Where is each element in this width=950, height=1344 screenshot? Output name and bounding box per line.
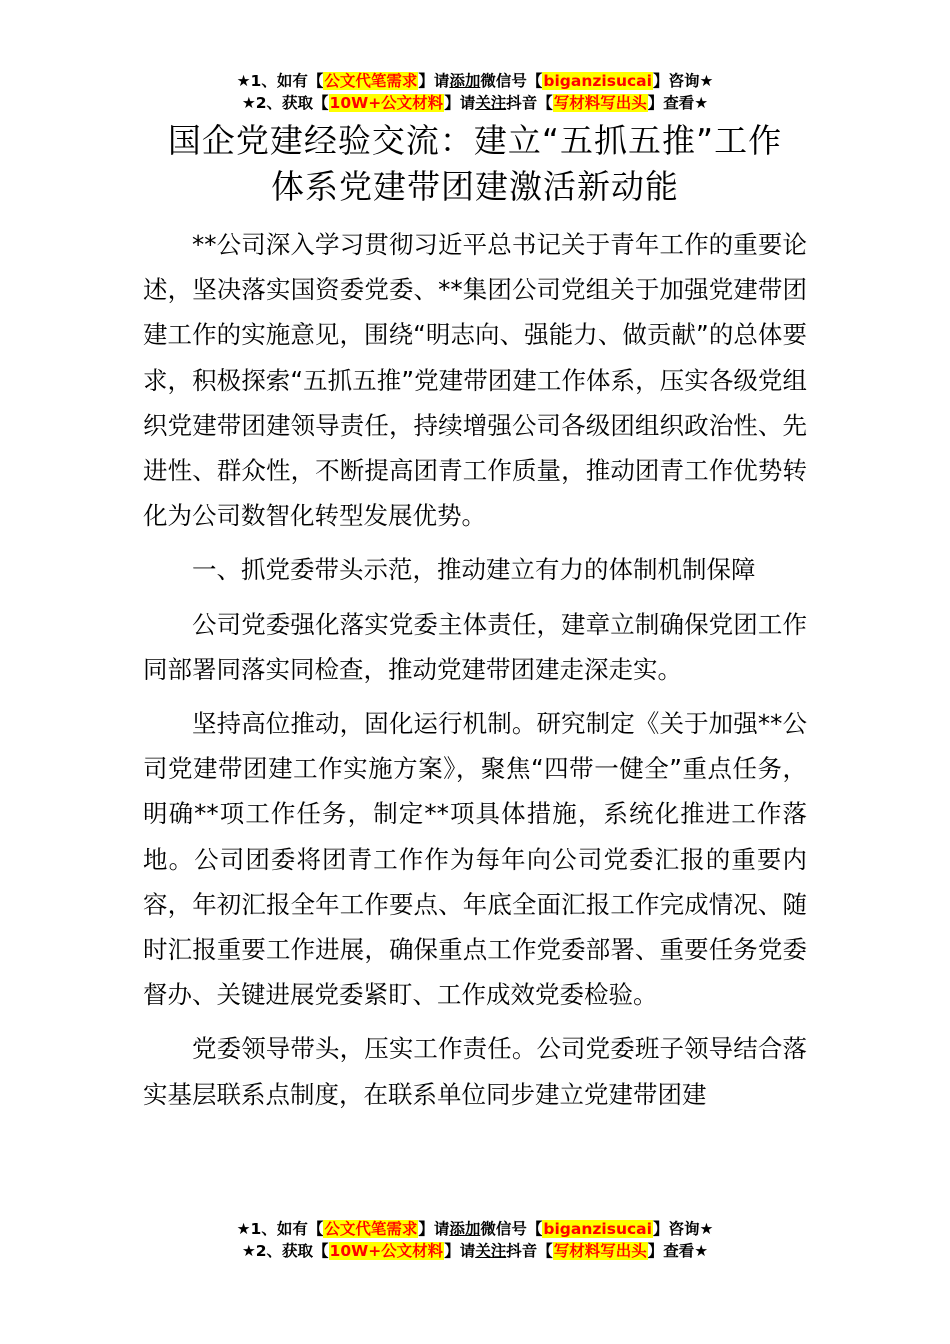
promo-underlined-text: 关注 [475, 94, 507, 112]
promo-text: 】请 [444, 1242, 476, 1260]
promo-line-1 [0, 1218, 950, 1240]
promo-text: ★2、获取【 [241, 94, 329, 112]
promo-text: ★2、获取【 [241, 1242, 329, 1260]
promo-text: 】查看★ [647, 94, 709, 112]
title-line-2: 体系党建带团建激活新动能 [271, 167, 679, 206]
body-paragraph: 党委领导带头，压实工作责任。公司党委班子领导结合落实基层联系点制度，在联系单位同步建立党建带团建 [143, 1034, 807, 1109]
body-paragraph: 公司党委强化落实党委主体责任，建章立制确保党团工作同部署同落实同检查，推动党建带团建走深走实。 [143, 609, 807, 684]
title-line-1: 国企党建经验交流：建立“五抓五推”工作 [167, 121, 783, 160]
promo-highlight: 10W+公文材料 [329, 94, 444, 112]
promo-text: 】咨询★ [652, 72, 714, 90]
promo-underlined-text: 关注 [475, 1242, 507, 1260]
promo-highlight: 公文代笔需求 [324, 1220, 418, 1238]
promo-text: ★1、如有【 [236, 1220, 324, 1238]
section-heading-1: 一、抓党委带头示范，推动建立有力的体制机制保障 [192, 555, 756, 585]
promo-highlight: 公文代笔需求 [324, 72, 418, 90]
promo-line-1 [0, 70, 950, 92]
promo-text: 微信号【 [480, 72, 543, 90]
promo-underlined-text: 添加 [449, 1220, 481, 1238]
promo-line-2 [0, 1240, 950, 1262]
promo-banner-bottom [0, 1218, 950, 1262]
promo-highlight: 10W+公文材料 [329, 1242, 444, 1260]
promo-banner-top [0, 70, 950, 114]
promo-line-2 [0, 92, 950, 114]
promo-text: ★1、如有【 [236, 72, 324, 90]
promo-text: 抖音【 [506, 94, 553, 112]
document-title [130, 118, 820, 210]
promo-text: 】查看★ [647, 1242, 709, 1260]
promo-text: 】请 [444, 94, 476, 112]
promo-text: 微信号【 [480, 1220, 543, 1238]
promo-text: 】请 [418, 72, 450, 90]
body-paragraph: 坚持高位推动，固化运行机制。研究制定《关于加强**公司党建带团建工作实施方案》，聚焦“四带一健全”重点任务，明确**项工作任务，制定**项具体措施，系统化推进工作落地。公司团委将团青工作作为每年向公司党委汇报的重要内容，年初汇报全年工作要点、年底全面汇报工作完成情况、随时汇报重要工作进展，确保重点工作党委部署、重要任务党委督办、关键进展党委紧盯、工作成效党委检验。 [143, 709, 807, 1010]
promo-highlight: 写材料写出头 [553, 1242, 647, 1260]
promo-highlight: biganzisucai [543, 72, 652, 90]
promo-text: 】咨询★ [652, 1220, 714, 1238]
promo-underlined-text: 添加 [449, 72, 481, 90]
promo-text: 】请 [418, 1220, 450, 1238]
body-paragraph-intro: **公司深入学习贯彻习近平总书记关于青年工作的重要论述，坚决落实国资委党委、**集团公司党组关于加强党建带团建工作的实施意见，围绕“明志向、强能力、做贡献”的总体要求，积极探索“五抓五推”党建带团建工作体系，压实各级党组织党建带团建领导责任，持续增强公司各级团组织政治性、先进性、群众性，不断提高团青工作质量，推动团青工作优势转化为公司数智化转型发展优势。 [143, 230, 807, 531]
promo-text: 抖音【 [506, 1242, 553, 1260]
promo-highlight: biganzisucai [543, 1220, 652, 1238]
promo-highlight: 写材料写出头 [553, 94, 647, 112]
document-body [143, 222, 807, 1126]
